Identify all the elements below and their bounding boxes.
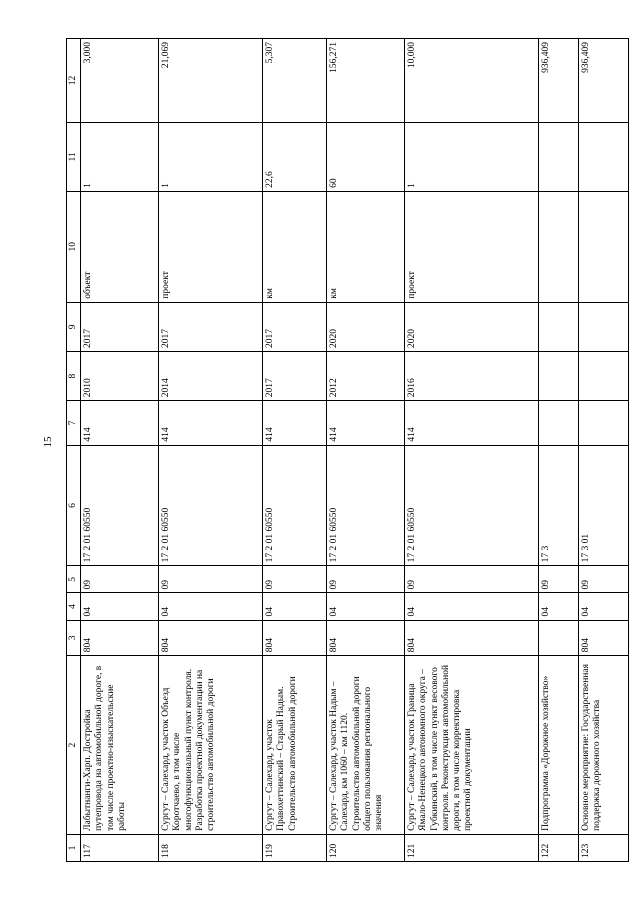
table-cell: 60	[327, 122, 405, 191]
table-cell	[579, 122, 629, 191]
table-cell: 22,6	[263, 122, 327, 191]
table-cell: Сургут – Салехард, участок Надым – Салехард, км 1060 – км 1120. Строительство автомобильной дороги общего пользования регионального значения	[327, 656, 405, 835]
table-cell: 2020	[405, 302, 539, 351]
table-cell: 804	[263, 620, 327, 656]
column-header: 1	[67, 834, 81, 861]
table-cell: км	[327, 191, 405, 302]
table-cell: 21,069	[159, 39, 263, 123]
table-cell: 09	[539, 566, 579, 593]
table-row	[81, 39, 159, 862]
table-cell: проект	[159, 191, 263, 302]
table-cell: 804	[327, 620, 405, 656]
table-cell: 5,307	[263, 39, 327, 123]
column-header: 8	[67, 352, 81, 401]
column-header: 4	[67, 593, 81, 620]
table-cell: 2017	[263, 302, 327, 351]
table-cell: Подпрограмма «Дорожное хозяйство»	[539, 656, 579, 835]
table-cell	[579, 191, 629, 302]
table-cell: 2017	[81, 302, 159, 351]
table-cell: Основное мероприятие: Государственная поддержка дорожного хозяйства	[579, 656, 629, 835]
table-cell: объект	[81, 191, 159, 302]
table-cell	[539, 191, 579, 302]
table-cell: 2014	[159, 352, 263, 401]
column-header: 2	[67, 656, 81, 835]
table-cell: 09	[405, 566, 539, 593]
table-cell: 156,271	[327, 39, 405, 123]
table-cell	[539, 122, 579, 191]
table-cell: 2017	[159, 302, 263, 351]
table-cell: 121	[405, 834, 539, 861]
table-cell: 936,409	[539, 39, 579, 123]
table-cell: 123	[579, 834, 629, 861]
table-cell: 17 3 01	[579, 445, 629, 566]
table-cell	[579, 352, 629, 401]
table-cell: 04	[81, 593, 159, 620]
table-cell: 2012	[327, 352, 405, 401]
table-cell: 09	[579, 566, 629, 593]
table-cell: 09	[327, 566, 405, 593]
table-cell: 04	[159, 593, 263, 620]
table-row	[159, 39, 263, 862]
table-cell: 04	[539, 593, 579, 620]
table-cell: проект	[405, 191, 539, 302]
table-cell: 2020	[327, 302, 405, 351]
table-cell: 414	[159, 401, 263, 445]
column-header: 9	[67, 302, 81, 351]
table-cell	[579, 302, 629, 351]
table-cell: 120	[327, 834, 405, 861]
table-cell: 1	[405, 122, 539, 191]
table-cell: 2017	[263, 352, 327, 401]
table-cell: 04	[579, 593, 629, 620]
page-number: 15	[42, 436, 54, 448]
table-row	[263, 39, 327, 862]
table-cell: 17 2 01 60550	[263, 445, 327, 566]
table-row	[539, 39, 579, 862]
table-cell	[539, 620, 579, 656]
table-cell: 414	[405, 401, 539, 445]
table-cell: 1	[159, 122, 263, 191]
table-cell: 122	[539, 834, 579, 861]
column-header: 11	[67, 122, 81, 191]
table-cell: 17 2 01 60550	[81, 445, 159, 566]
column-header: 5	[67, 566, 81, 593]
table-cell: 804	[405, 620, 539, 656]
table-cell: 1	[81, 122, 159, 191]
table-cell	[539, 352, 579, 401]
table-row	[405, 39, 539, 862]
budget-table	[66, 38, 629, 862]
table-body	[81, 39, 629, 862]
table-cell	[579, 401, 629, 445]
table-cell	[539, 401, 579, 445]
table-cell: 414	[263, 401, 327, 445]
table-cell: Сургут – Салехард, участок Объезд Коротчаево, в том числе многофункциональный пункт контроля. Разработка проектной документации на строительство автомобильной дороги	[159, 656, 263, 835]
table-cell: км	[263, 191, 327, 302]
table-cell	[539, 302, 579, 351]
rotated-table-wrapper	[66, 38, 610, 862]
table-cell: 17 3	[539, 445, 579, 566]
table-cell: 04	[263, 593, 327, 620]
table-cell: 2010	[81, 352, 159, 401]
column-header: 7	[67, 401, 81, 445]
table-cell: 118	[159, 834, 263, 861]
header-row	[67, 39, 81, 862]
table-cell: 09	[81, 566, 159, 593]
table-cell: 804	[579, 620, 629, 656]
table-row	[327, 39, 405, 862]
table-cell: 804	[159, 620, 263, 656]
table-cell: 09	[263, 566, 327, 593]
table-cell: 119	[263, 834, 327, 861]
table-cell: 804	[81, 620, 159, 656]
table-cell: 04	[327, 593, 405, 620]
column-header: 12	[67, 39, 81, 123]
table-cell: 17 2 01 60550	[327, 445, 405, 566]
table-cell: 936,409	[579, 39, 629, 123]
column-header: 10	[67, 191, 81, 302]
table-cell: 117	[81, 834, 159, 861]
column-header: 6	[67, 445, 81, 566]
table-cell: 10,000	[405, 39, 539, 123]
table-cell: 17 2 01 60550	[159, 445, 263, 566]
table-cell: 04	[405, 593, 539, 620]
table-cell: 17 2 01 60550	[405, 445, 539, 566]
table-cell: 414	[81, 401, 159, 445]
table-cell: 414	[327, 401, 405, 445]
table-cell: Лабытнанги-Харп. Достройка путепровода на автомобильной дороге, в том числе проектно-изыскательские работы	[81, 656, 159, 835]
table-cell: 3,000	[81, 39, 159, 123]
table-cell: 2016	[405, 352, 539, 401]
table-cell: 09	[159, 566, 263, 593]
table-row	[579, 39, 629, 862]
column-header: 3	[67, 620, 81, 656]
table-cell: Сургут – Салехард, участок Граница Ямало-Ненецкого автономного округа – Губкинский, в том числе пункт весового контроля. Реконструкция автомобильной дороги, в том числе корректировка проектной документации	[405, 656, 539, 835]
table-cell: Сургут – Салехард, участок Правохеттинский – Старый Надым. Строительство автомобильной дороги	[263, 656, 327, 835]
